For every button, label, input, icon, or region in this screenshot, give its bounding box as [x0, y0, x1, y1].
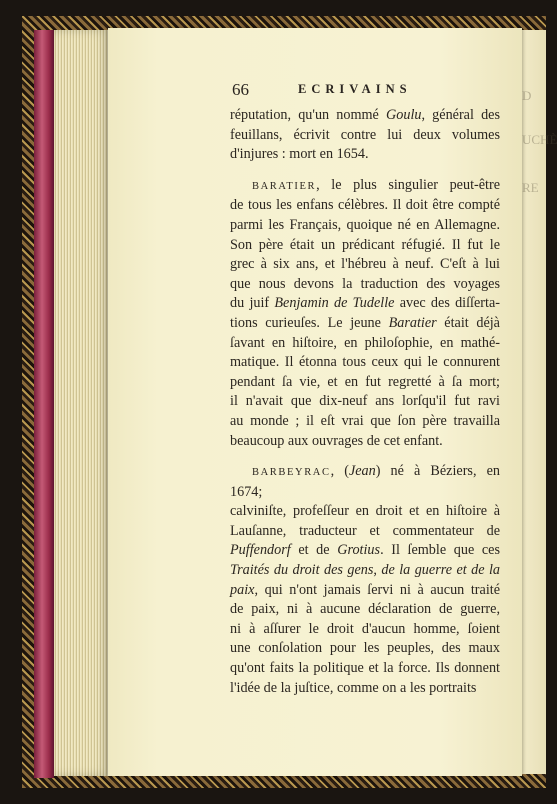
text-line: parmi les Français, quoique né en Allemagne.	[230, 216, 500, 233]
gilt-page-edges	[54, 30, 110, 776]
text-line: BARATIER, le plus singulier peut-être	[252, 176, 500, 193]
entry-barbeyrac	[230, 462, 500, 698]
text-line: de tous les enfans célèbres. Il doit être compté	[230, 197, 500, 214]
text-line: d'injures : mort en 1654.	[230, 146, 369, 163]
entry-gap	[230, 451, 500, 462]
entry-baratier	[230, 176, 500, 451]
text-line: matique. Il étonna tous ceux qui le connurent	[230, 354, 500, 371]
text-line: qu'ont faits la politique et la force. Ils donnent	[230, 660, 500, 677]
text-line: de paix, ni à aucune déclaration de guerre,	[230, 601, 500, 618]
text-line: l'idée de la juſtice, comme on a les portraits	[230, 679, 477, 696]
entry-continuation	[230, 106, 500, 165]
text-line: que nous devons la traduction des voyages	[230, 275, 500, 292]
text-line: Lauſanne, traducteur et commentateur de	[230, 522, 500, 539]
facing-page-ghost-text: UCHÈ	[522, 132, 557, 147]
text-line: paix, qui n'ont jamais ſervi ni à aucun traité	[230, 581, 500, 598]
silk-endpaper	[34, 30, 54, 778]
text-line: une conſolation pour les peuples, des maux	[230, 640, 500, 657]
text-line: du juif Benjamin de Tudelle avec des diſſerta-	[230, 295, 500, 312]
running-head: ECRIVAINS	[298, 82, 412, 96]
text-line: tions curieuſes. Le jeune Baratier était déjà	[230, 314, 500, 331]
text-line: Puffendorf et de Grotius. Il ſemble que ces	[230, 542, 501, 559]
page-header	[232, 80, 512, 102]
entry-gap	[230, 165, 500, 176]
text-line: au monde ; il eſt vrai que ſon père travailla	[230, 412, 500, 429]
text-line: il n'avait que dix-neuf ans lorſqu'il fut ravi	[230, 393, 500, 410]
text-line: feuillans, écrivit contre lui deux volumes	[230, 126, 500, 143]
page-body	[230, 106, 500, 698]
text-line: Traités du droit des gens, de la guerre et de la	[230, 562, 501, 579]
text-line: ni à aſſurer le droit d'aucun homme, ſoient	[230, 620, 500, 637]
facing-page-ghost-text: RE	[522, 180, 539, 195]
facing-page-ghost-text: D	[522, 88, 532, 103]
text-line: ſavant en hiſtoire, en philoſophie, en mathé-	[230, 334, 500, 351]
text-line: Son père était un prédicant réfugié. Il fut le	[230, 236, 500, 253]
text-line: calviniſte, profeſſeur en droit et en hiſtoire à	[230, 503, 500, 520]
text-line: grec à six ans, et l'hébreu à neuf. C'eſt à lui	[230, 256, 500, 273]
text-line: beaucoup aux ouvrages de cet enfant.	[230, 432, 443, 449]
text-line: pendant ſa vie, et en fut regretté à ſa mort;	[230, 373, 500, 390]
page-number: 66	[232, 80, 249, 99]
text-line: réputation, qu'un nommé Goulu, général des	[230, 107, 500, 123]
text-line: BARBEYRAC, (Jean) né à Béziers, en 1674;	[230, 463, 500, 500]
